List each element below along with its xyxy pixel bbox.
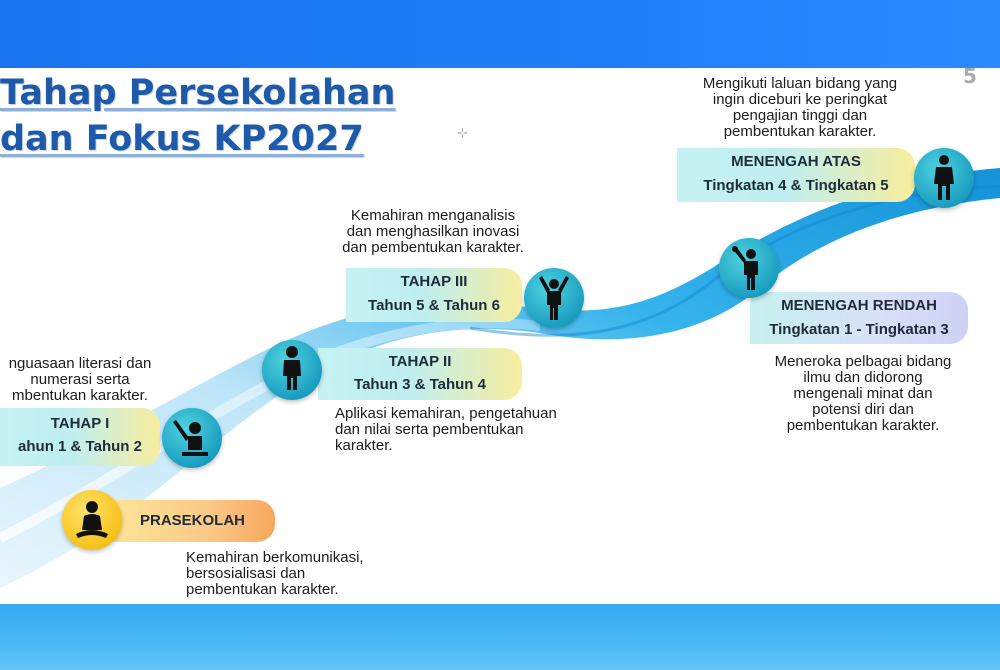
label-menengah-rendah xyxy=(750,292,968,344)
prasekolah-title: PRASEKOLAH xyxy=(139,512,245,529)
menengah-atas-title: MENENGAH ATAS xyxy=(731,153,861,170)
prasekolah-description: Kemahiran berkomunikasi, bersosialisasi dan pembentukan karakter. xyxy=(186,549,364,598)
person-standing-icon xyxy=(262,340,322,400)
tahap-3-description: Kemahiran menganalisis dan menghasilkan inovasi dan pembentukan karakter. xyxy=(342,207,524,256)
tahap-1-years: ahun 1 & Tahun 2 xyxy=(18,438,142,455)
cursor-crosshair-icon: ⊹ xyxy=(457,125,468,140)
tahap-1-title: TAHAP I xyxy=(50,415,110,432)
label-tahap-2 xyxy=(318,348,522,400)
bottom-blue-band xyxy=(0,604,1000,670)
menengah-atas-years: Tingkatan 4 & Tingkatan 5 xyxy=(703,177,889,194)
tahap-3-title: TAHAP III xyxy=(400,273,468,290)
person-sitting-icon xyxy=(62,490,122,550)
slide-number: 5 xyxy=(963,68,977,88)
title-line-1: Tahap Persekolahan xyxy=(0,73,396,113)
tahap-3-years: Tahun 5 & Tahun 6 xyxy=(368,297,500,314)
tahap-2-years: Tahun 3 & Tahun 4 xyxy=(354,376,486,393)
person-hands-pockets-icon xyxy=(914,148,974,208)
label-menengah-atas xyxy=(677,148,915,202)
tahap-2-description: Aplikasi kemahiran, pengetahuan dan nilai serta pembentukan karakter. xyxy=(335,405,557,454)
person-raising-hand-icon xyxy=(162,408,222,468)
label-tahap-3 xyxy=(346,268,522,322)
slide xyxy=(0,68,1000,604)
label-tahap-1 xyxy=(0,408,160,466)
menengah-rendah-title: MENENGAH RENDAH xyxy=(781,297,937,314)
person-waving-icon xyxy=(719,238,779,298)
menengah-rendah-description: Meneroka pelbagai bidang ilmu dan didorong mengenali minat dan potensi diri dan pembentukan karakter. xyxy=(774,353,952,434)
person-arms-raised-icon xyxy=(524,268,584,328)
title-line-2: dan Fokus KP2027 xyxy=(0,119,364,159)
tahap-2-title: TAHAP II xyxy=(388,353,452,370)
menengah-atas-description: Mengikuti laluan bidang yang ingin diceburi ke peringkat pengajian tinggi dan pembentukan karakter. xyxy=(702,75,898,140)
menengah-rendah-years: Tingkatan 1 - Tingkatan 3 xyxy=(769,321,949,338)
top-blue-band xyxy=(0,0,1000,68)
tahap-1-description: nguasaan literasi dan numerasi serta mbentukan karakter. xyxy=(8,355,152,404)
page-title xyxy=(0,70,395,162)
label-prasekolah xyxy=(110,500,275,542)
